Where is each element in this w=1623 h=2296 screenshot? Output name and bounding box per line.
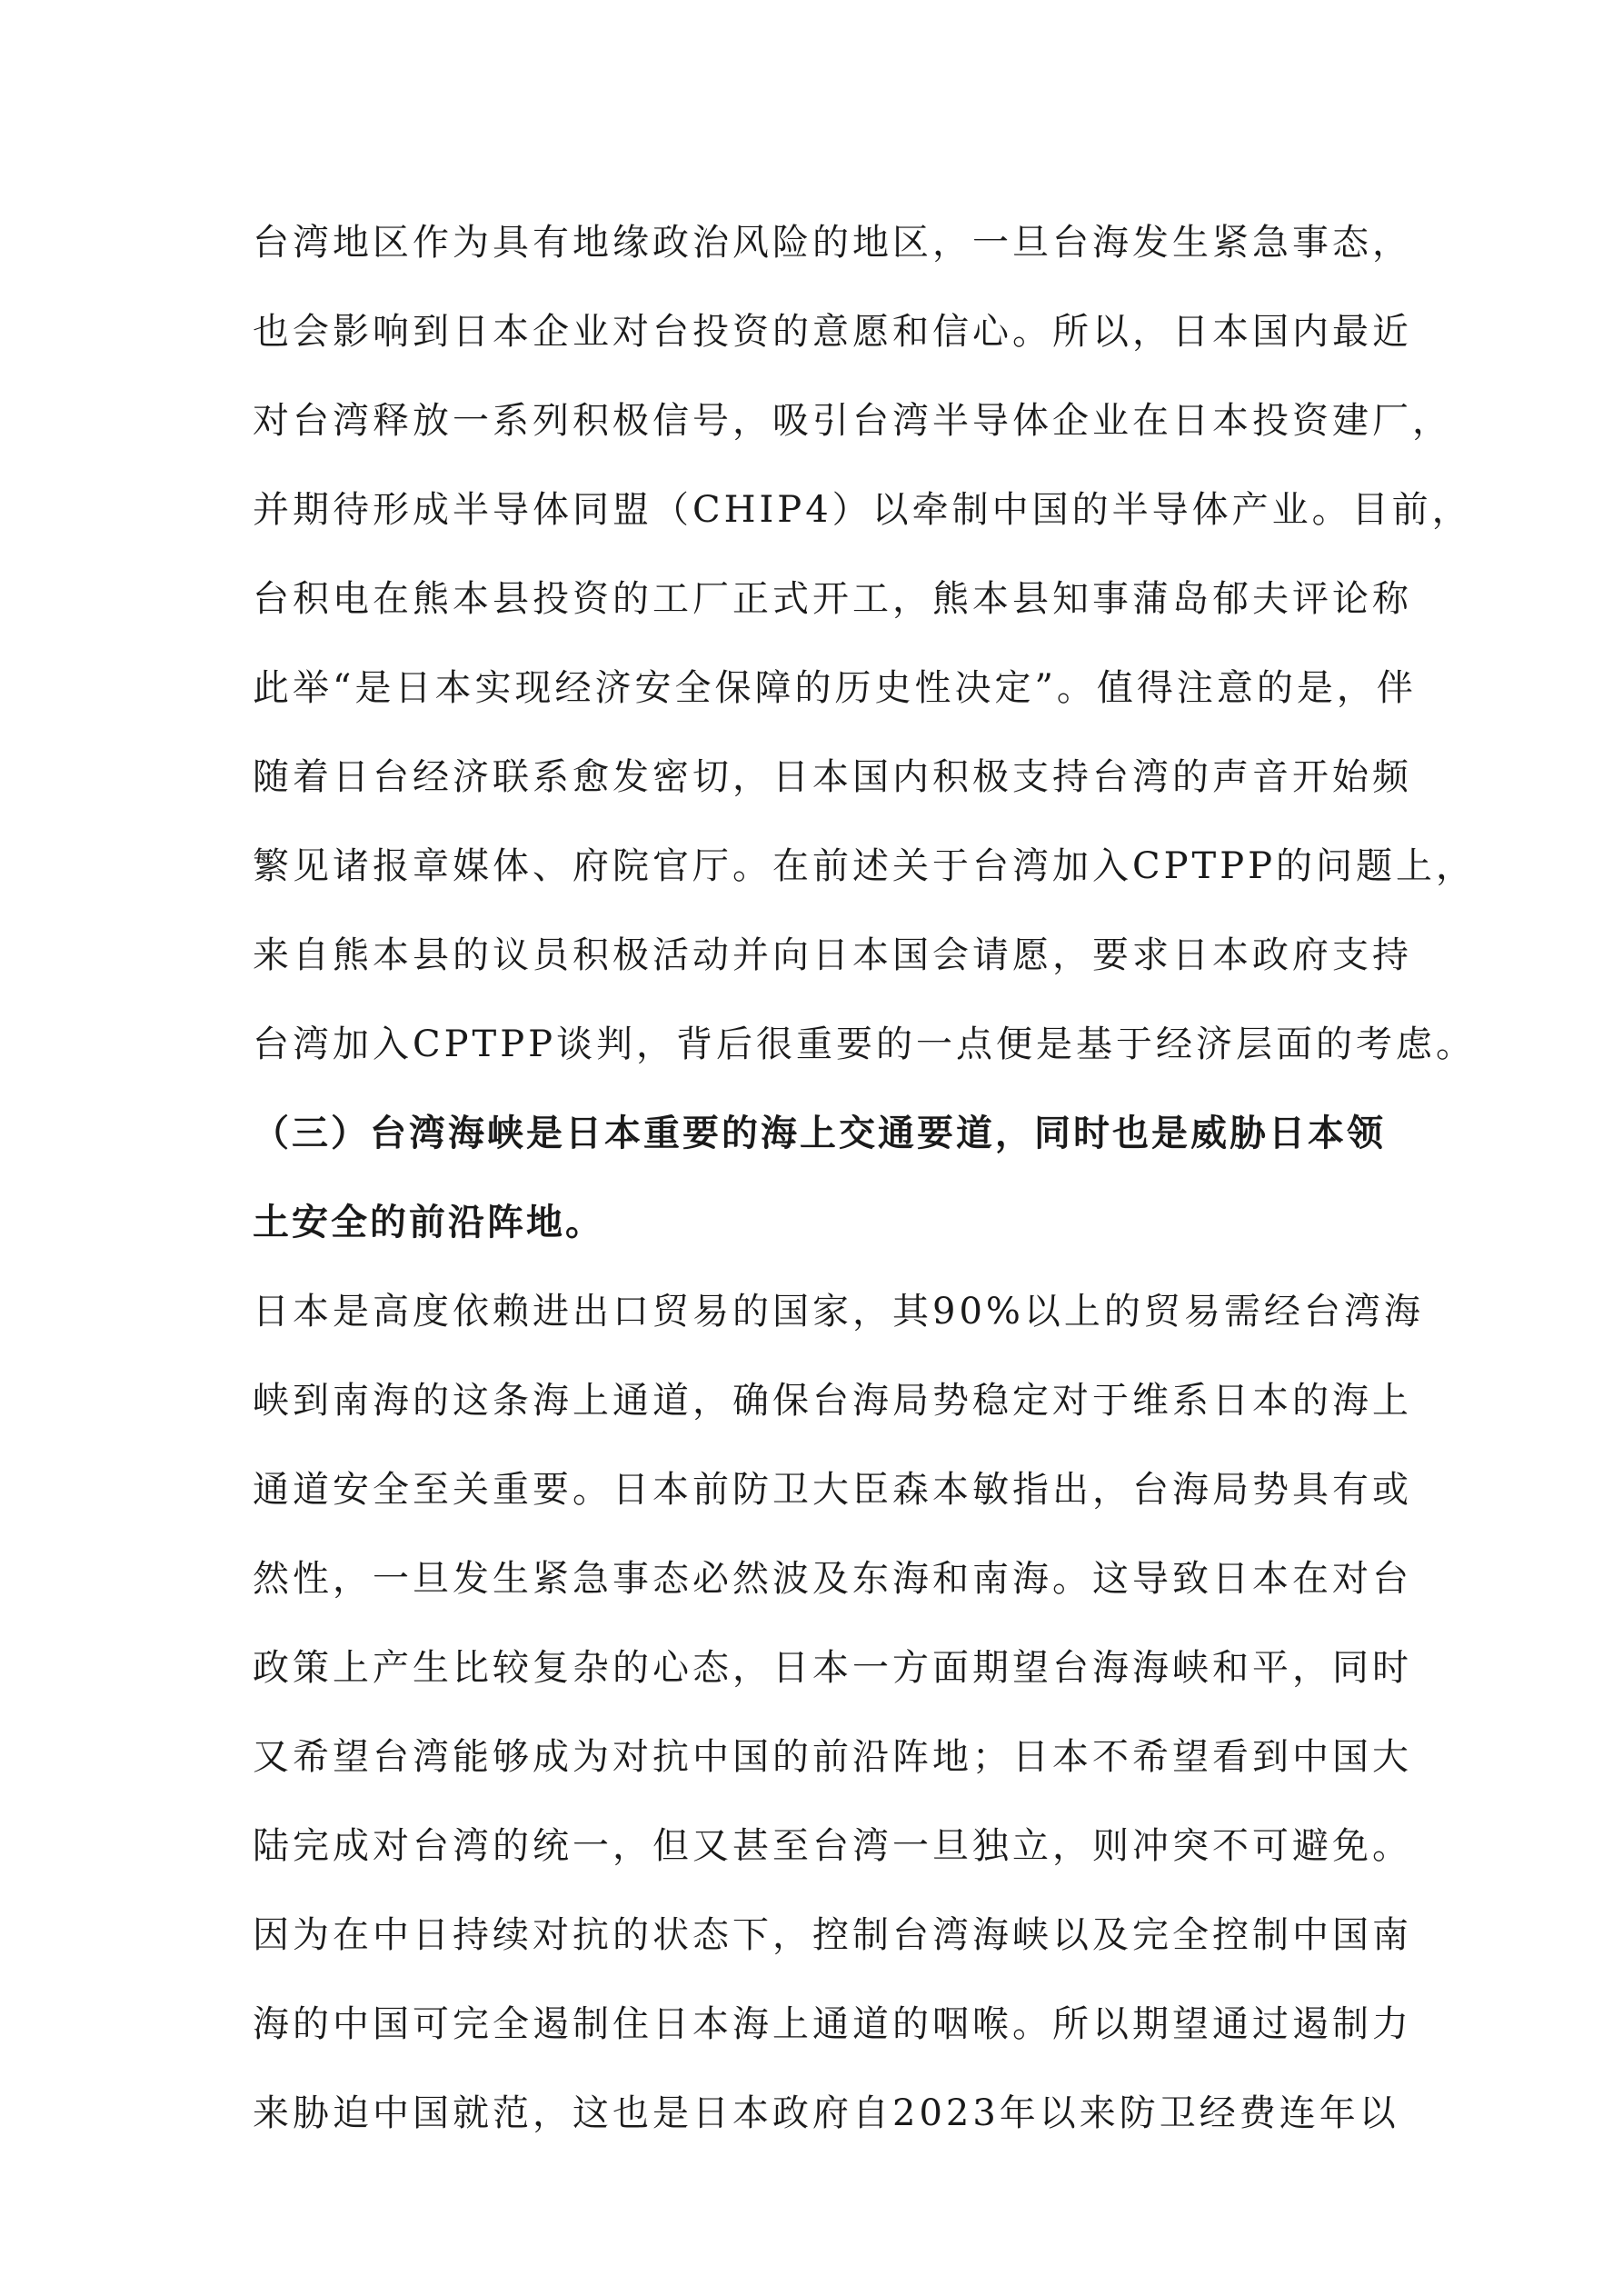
text-line: 台湾地区作为具有地缘政治风险的地区，一旦台海发生紧急事态， xyxy=(253,222,1412,264)
text-line: 因为在中日持续对抗的状态下，控制台湾海峡以及完全控制中国南 xyxy=(253,1914,1412,1956)
text-line: 通道安全至关重要。日本前防卫大臣森本敏指出，台海局势具有或 xyxy=(253,1469,1412,1511)
text-line: 台湾加入CPTPP谈判，背后很重要的一点便是基于经济层面的考虑。 xyxy=(253,1023,1477,1065)
text-line: 台积电在熊本县投资的工厂正式开工，熊本县知事蒲岛郁夫评论称 xyxy=(253,578,1412,620)
text-line: 日本是高度依赖进出口贸易的国家，其90%以上的贸易需经台湾海 xyxy=(253,1291,1424,1333)
document-body xyxy=(253,216,1477,2176)
text-line: 随着日台经济联系愈发密切，日本国内积极支持台湾的声音开始频 xyxy=(253,756,1412,798)
paragraph-deterrence xyxy=(253,1909,1412,2176)
paragraph-sea-lane-security xyxy=(253,1285,1424,1909)
text-line: 繁见诸报章媒体、府院官厅。在前述关于台湾加入CPTPP的问题上， xyxy=(253,845,1477,887)
paragraph-taiwan-economic-ties xyxy=(253,216,1477,1107)
heading-line: （三）台湾海峡是日本重要的海上交通要道，同时也是威胁日本领 xyxy=(253,1113,1386,1154)
text-line: 来自熊本县的议员积极活动并向日本国会请愿，要求日本政府支持 xyxy=(253,934,1412,976)
text-line: 对台湾释放一系列积极信号，吸引台湾半导体企业在日本投资建厂， xyxy=(253,400,1452,442)
text-line: 陆完成对台湾的统一，但又甚至台湾一旦独立，则冲突不可避免。 xyxy=(253,1825,1412,1867)
section-heading-3 xyxy=(253,1107,1384,1285)
text-line: 并期待形成半导体同盟（CHIP4）以牵制中国的半导体产业。目前， xyxy=(253,489,1472,531)
text-line: 政策上产生比较复杂的心态，日本一方面期望台海海峡和平，同时 xyxy=(253,1647,1412,1689)
text-line: 又希望台湾能够成为对抗中国的前沿阵地；日本不希望看到中国大 xyxy=(253,1736,1412,1778)
text-line: 海的中国可完全遏制住日本海上通道的咽喉。所以期望通过遏制力 xyxy=(253,2003,1412,2045)
text-line: 来胁迫中国就范，这也是日本政府自2023年以来防卫经费连年以 xyxy=(253,2092,1399,2134)
heading-line: 土安全的前沿阵地。 xyxy=(253,1202,604,1243)
text-line: 然性，一旦发生紧急事态必然波及东海和南海。这导致日本在对台 xyxy=(253,1558,1412,1600)
text-line: 此举“是日本实现经济安全保障的历史性决定”。值得注意的是，伴 xyxy=(253,667,1417,709)
text-line: 峡到南海的这条海上通道，确保台海局势稳定对于维系日本的海上 xyxy=(253,1380,1412,1422)
text-line: 也会影响到日本企业对台投资的意愿和信心。所以，日本国内最近 xyxy=(253,311,1412,353)
